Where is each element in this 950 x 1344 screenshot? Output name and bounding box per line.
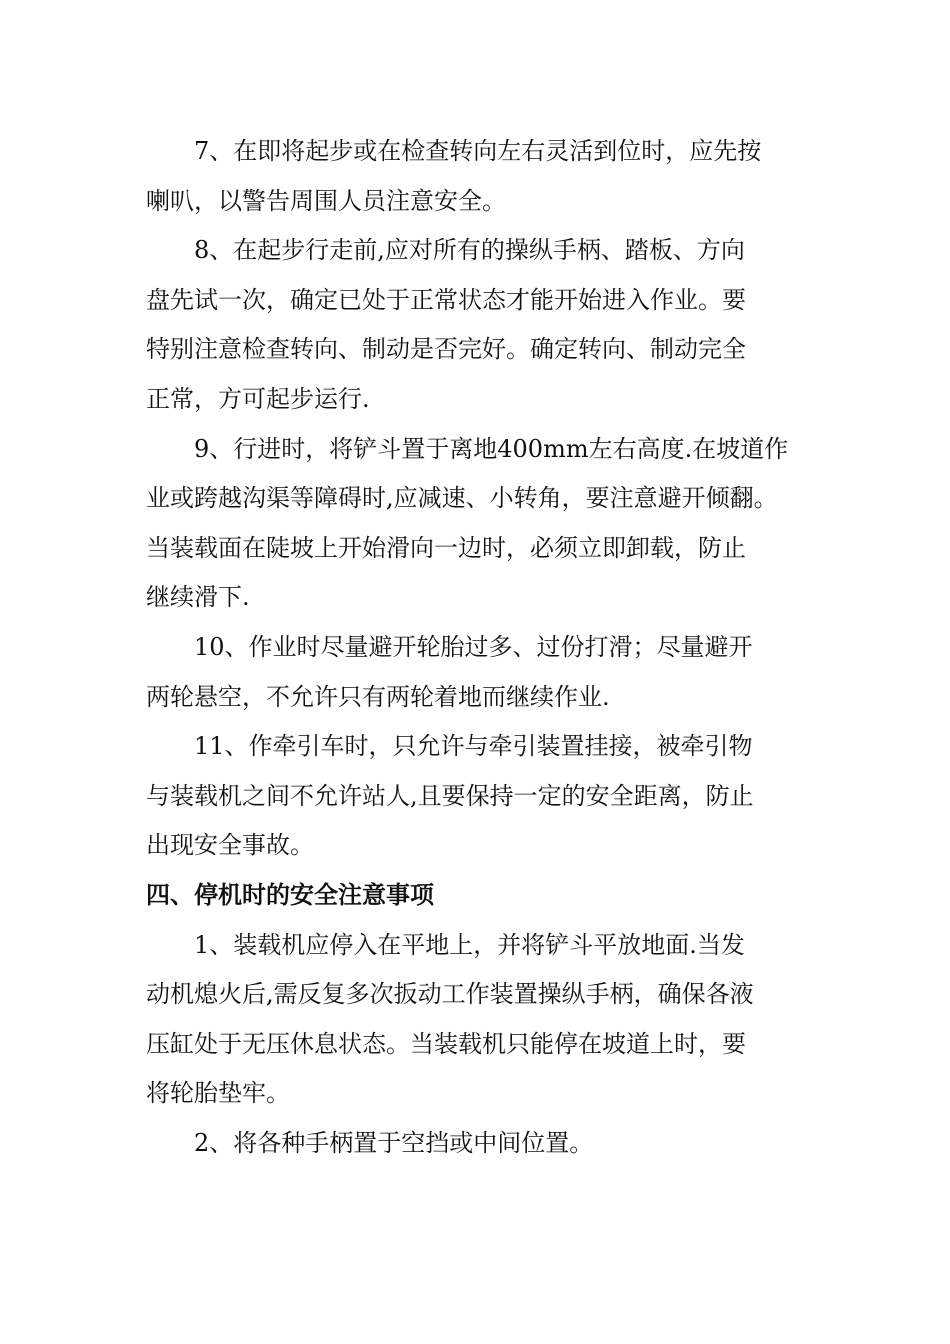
paragraph-line: 盘先试一次，确定已处于正常状态才能开始进入作业。要 <box>146 285 746 314</box>
paragraph-item-8 <box>146 226 826 424</box>
paragraph-item-7 <box>146 127 826 226</box>
paragraph-line: 10、作业时尽量避开轮胎过多、过份打滑；尽量避开 <box>194 632 753 661</box>
paragraph-line: 特别注意检查转向、制动是否完好。确定转向、制动完全 <box>146 335 746 364</box>
paragraph-line: 7、在即将起步或在检查转向左右灵活到位时，应先按 <box>194 137 762 165</box>
paragraph-item-1 <box>146 921 826 1119</box>
paragraph-line: 出现安全事故。 <box>146 831 314 860</box>
section-heading: 四、停机时的安全注意事项 <box>146 880 434 909</box>
paragraph-line: 动机熄火后,需反复多次扳动工作装置操纵手柄，确保各液 <box>146 980 754 1009</box>
paragraph-item-10 <box>146 623 826 722</box>
paragraph-line: 与装载机之间不允许站人,且要保持一定的安全距离，防止 <box>146 781 754 810</box>
document-page <box>146 127 826 1168</box>
paragraph-line: 两轮悬空，不允许只有两轮着地而继续作业. <box>146 682 610 711</box>
paragraph-line: 将轮胎垫牢。 <box>146 1079 290 1108</box>
paragraph-item-2 <box>146 1119 826 1169</box>
paragraph-line: 压缸处于无压休息状态。当装载机只能停在坡道上时，要 <box>146 1029 746 1058</box>
paragraph-line: 继续滑下. <box>146 583 250 612</box>
paragraph-item-11 <box>146 722 826 871</box>
paragraph-item-9 <box>146 425 826 623</box>
paragraph-line: 当装载面在陡坡上开始滑向一边时，必须立即卸载，防止 <box>146 533 746 562</box>
paragraph-line: 9、行进时，将铲斗置于离地400mm左右高度.在坡道作 <box>194 434 789 463</box>
paragraph-line: 1、装载机应停入在平地上，并将铲斗平放地面.当发 <box>194 930 745 959</box>
paragraph-line: 正常，方可起步运行. <box>146 384 370 413</box>
paragraph-line: 2、将各种手柄置于空挡或中间位置。 <box>194 1128 594 1157</box>
paragraph-line: 8、在起步行走前,应对所有的操纵手柄、踏板、方向 <box>194 236 745 265</box>
paragraph-line: 喇叭，以警告周围人员注意安全。 <box>146 186 506 215</box>
paragraph-line: 11、作牵引车时，只允许与牵引装置挂接，被牵引物 <box>194 732 753 761</box>
paragraph-line: 业或跨越沟渠等障碍时,应减速、小转角，要注意避开倾翻。 <box>146 484 778 513</box>
